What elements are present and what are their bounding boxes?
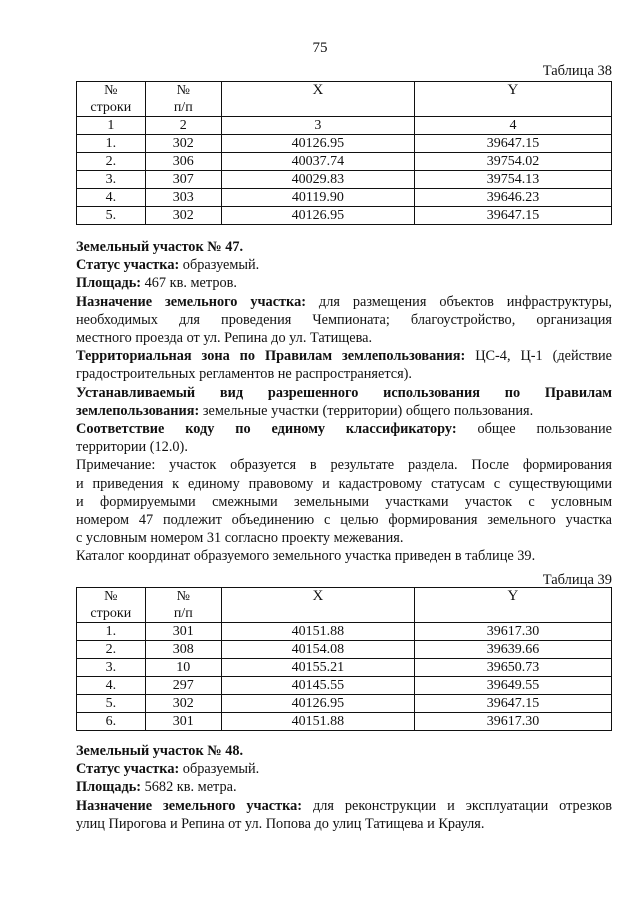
table-cell: 1 bbox=[77, 117, 146, 135]
table-row bbox=[77, 623, 612, 641]
table-row bbox=[77, 171, 612, 189]
plot-47-title: Земельный участок № 47. bbox=[76, 239, 244, 255]
plot-48-purpose-cont: улиц Пирогова и Репина от ул. Попова до улиц Татищева и Крауля. bbox=[76, 815, 485, 832]
table-cell: 2 bbox=[145, 117, 221, 135]
table-cell: 308 bbox=[145, 641, 221, 659]
table-cell: 39647.15 bbox=[414, 135, 611, 153]
table-cell: 3 bbox=[221, 117, 414, 135]
plot-47-zone-cont: градостроительных регламентов не распространяется). bbox=[76, 366, 412, 383]
table-row bbox=[77, 135, 612, 153]
table-cell: 40037.74 bbox=[221, 153, 414, 171]
header-point-number: № п/п bbox=[145, 588, 221, 623]
table-cell: 307 bbox=[145, 171, 221, 189]
table-header-row bbox=[77, 588, 612, 623]
table-cell: 39617.30 bbox=[414, 623, 611, 641]
column-numbering-row bbox=[77, 117, 612, 135]
plot-47-catalog-reference: Каталог координат образуемого земельного участка приведен в таблице 39. bbox=[76, 548, 536, 565]
table-cell: 40151.88 bbox=[221, 713, 414, 731]
plot-47-zone: Территориальная зона по Правилам землепользования: ЦС-4, Ц-1 (действие bbox=[76, 348, 612, 365]
table-cell: 3. bbox=[77, 659, 146, 677]
table-cell: 40029.83 bbox=[221, 171, 414, 189]
plot-48-status: Статус участка: образуемый. bbox=[76, 761, 260, 778]
table-cell: 297 bbox=[145, 677, 221, 695]
table-cell: 40119.90 bbox=[221, 189, 414, 207]
table-cell: 39754.02 bbox=[414, 153, 611, 171]
header-row-number: № строки bbox=[77, 588, 146, 623]
page-number: 75 bbox=[312, 40, 328, 56]
table-cell: 39754.13 bbox=[414, 171, 611, 189]
plot-47-status: Статус участка: образуемый. bbox=[76, 257, 260, 274]
table-cell: 301 bbox=[145, 713, 221, 731]
table-cell: 40126.95 bbox=[221, 207, 414, 225]
table-row bbox=[77, 713, 612, 731]
table-cell: 40155.21 bbox=[221, 659, 414, 677]
table-cell: 4. bbox=[77, 189, 146, 207]
plot-47-note-cont: и приведения к единому правовому и кадастровому статусам с существующими bbox=[76, 475, 612, 492]
header-row-number: № строки bbox=[77, 82, 146, 117]
table-cell: 2. bbox=[77, 641, 146, 659]
plot-47-purpose-cont: местного проезда от ул. Репина до ул. Татищева. bbox=[76, 330, 373, 347]
table-cell: 5. bbox=[77, 207, 146, 225]
table-cell: 10 bbox=[145, 659, 221, 677]
table-row bbox=[77, 695, 612, 713]
table-cell: 302 bbox=[145, 207, 221, 225]
table-cell: 40154.08 bbox=[221, 641, 414, 659]
plot-47-permitted-use: Устанавливаемый вид разрешенного использования по Правилам bbox=[76, 384, 612, 401]
table-cell: 39647.15 bbox=[414, 207, 611, 225]
plot-47-note-cont: с условным номером 31 согласно проекту межевания. bbox=[76, 530, 404, 547]
header-x: X bbox=[221, 588, 414, 623]
plot-47-classifier-cont: территории (12.0). bbox=[76, 439, 188, 456]
table-row bbox=[77, 659, 612, 677]
table-cell: 40145.55 bbox=[221, 677, 414, 695]
table-cell: 39617.30 bbox=[414, 713, 611, 731]
table-row bbox=[77, 641, 612, 659]
header-y: Y bbox=[414, 82, 611, 117]
table-cell: 6. bbox=[77, 713, 146, 731]
table-cell: 39639.66 bbox=[414, 641, 611, 659]
plot-47-purpose: Назначение земельного участка: для размещения объектов инфраструктуры, bbox=[76, 293, 612, 310]
table-row bbox=[77, 207, 612, 225]
plot-48-area: Площадь: 5682 кв. метра. bbox=[76, 779, 237, 796]
table-cell: 302 bbox=[145, 135, 221, 153]
plot-47-note: Примечание: участок образуется в результате раздела. После формирования bbox=[76, 457, 612, 474]
table-cell: 1. bbox=[77, 135, 146, 153]
plot-48-purpose: Назначение земельного участка: для реконструкции и эксплуатации отрезков bbox=[76, 797, 612, 814]
table-cell: 306 bbox=[145, 153, 221, 171]
table-cell: 39650.73 bbox=[414, 659, 611, 677]
table-row bbox=[77, 153, 612, 171]
table-cell: 40126.95 bbox=[221, 135, 414, 153]
plot-48-title: Земельный участок № 48. bbox=[76, 743, 244, 759]
table-cell: 4 bbox=[414, 117, 611, 135]
plot-47-area: Площадь: 467 кв. метров. bbox=[76, 275, 237, 292]
table-cell: 5. bbox=[77, 695, 146, 713]
table-cell: 40126.95 bbox=[221, 695, 414, 713]
header-y: Y bbox=[414, 588, 611, 623]
plot-47-purpose-cont: необходимых для проведения Чемпионата; благоустройство, организация bbox=[76, 311, 612, 328]
plot-47-note-cont: и формируемыми смежными земельными участками участок с условным bbox=[76, 493, 612, 510]
header-point-number: № п/п bbox=[145, 82, 221, 117]
table-header-row bbox=[77, 82, 612, 117]
table-cell: 1. bbox=[77, 623, 146, 641]
table-cell: 303 bbox=[145, 189, 221, 207]
plot-47-classifier: Соответствие коду по единому классификатору: общее пользование bbox=[76, 421, 612, 438]
table-cell: 3. bbox=[77, 171, 146, 189]
table-38 bbox=[76, 81, 612, 225]
plot-47-permitted-use-cont: землепользования: земельные участки (территории) общего пользования. bbox=[76, 402, 534, 419]
table-cell: 2. bbox=[77, 153, 146, 171]
table-cell: 39647.15 bbox=[414, 695, 611, 713]
table-39 bbox=[76, 587, 612, 731]
table-row bbox=[77, 189, 612, 207]
plot-47-section bbox=[76, 238, 612, 566]
table-cell: 39646.23 bbox=[414, 189, 611, 207]
table-cell: 4. bbox=[77, 677, 146, 695]
table-row bbox=[77, 677, 612, 695]
plot-48-section bbox=[76, 742, 612, 833]
plot-47-note-cont: номером 47 подлежит объединению с целью формирования земельного участка bbox=[76, 512, 612, 529]
table-38-caption: Таблица 38 bbox=[542, 63, 612, 79]
table-cell: 39649.55 bbox=[414, 677, 611, 695]
table-cell: 302 bbox=[145, 695, 221, 713]
table-39-caption: Таблица 39 bbox=[542, 572, 612, 588]
header-x: X bbox=[221, 82, 414, 117]
table-cell: 301 bbox=[145, 623, 221, 641]
table-cell: 40151.88 bbox=[221, 623, 414, 641]
